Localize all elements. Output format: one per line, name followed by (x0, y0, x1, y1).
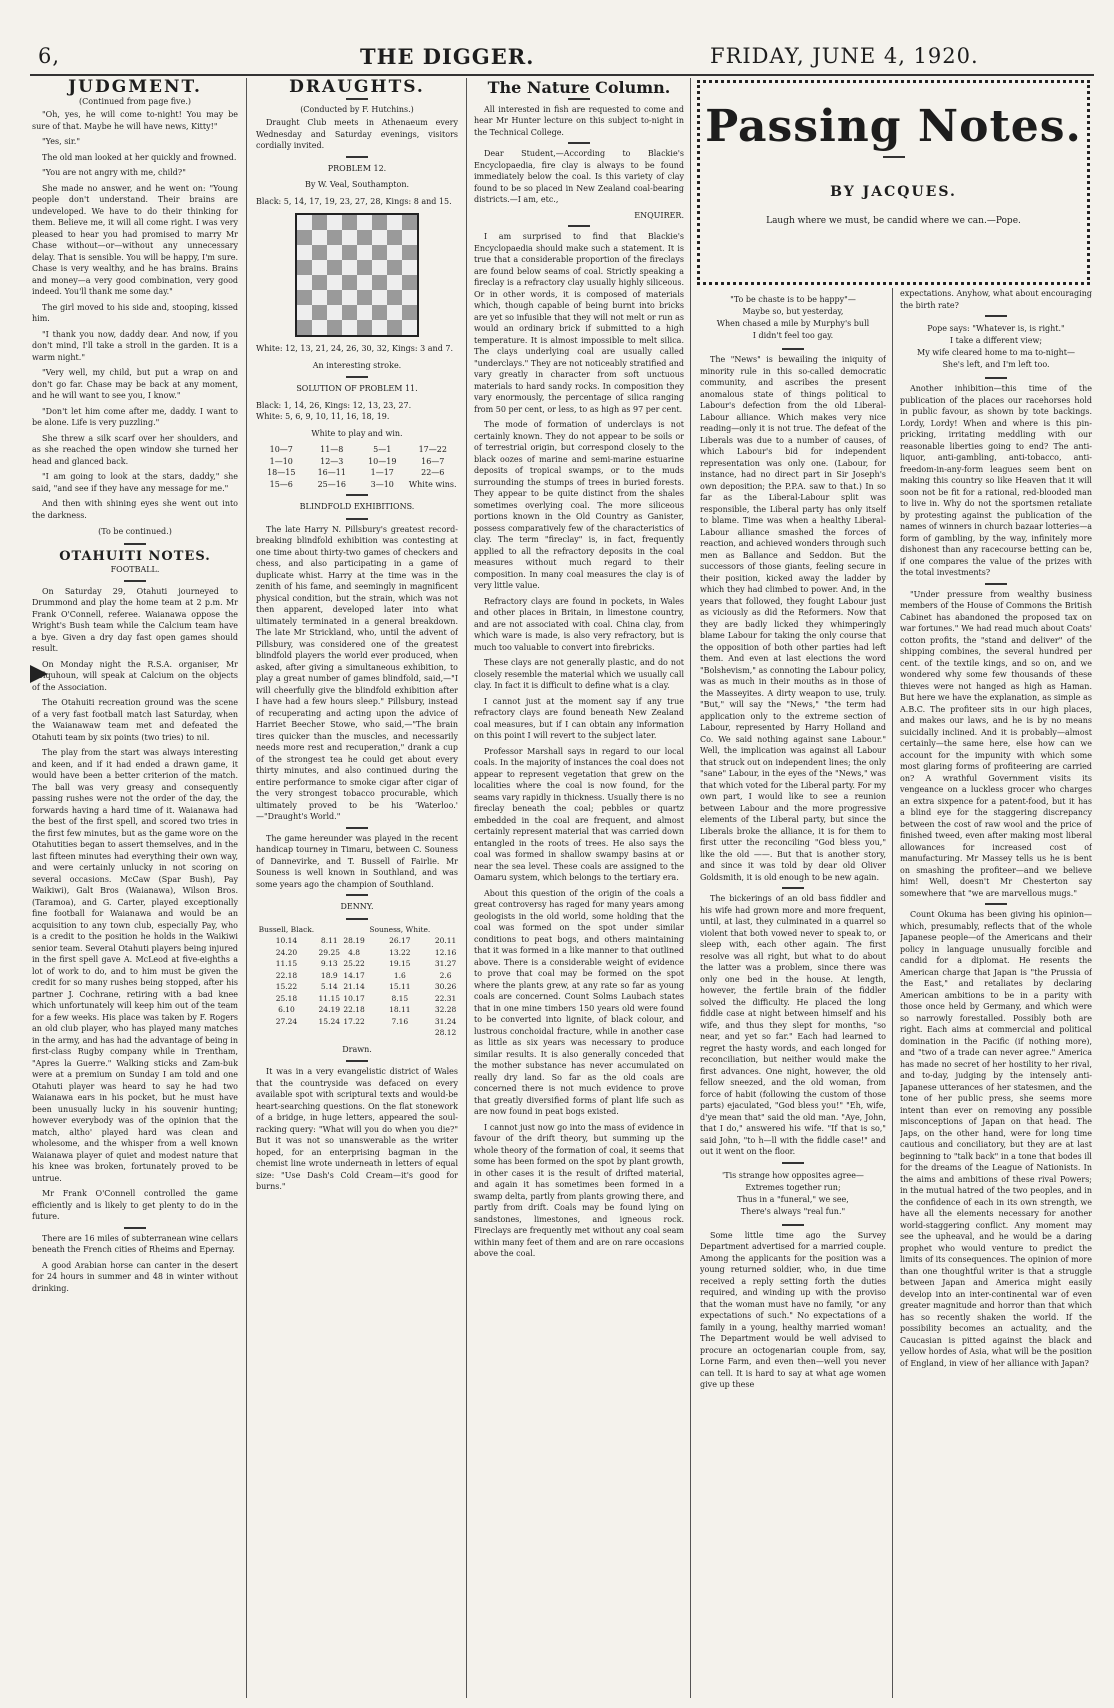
game-intro: The game hereunder was played in the recent handicap tourney in Timaru, between C. Souness of Dannevirke, and T. Bussell of Fairlie. Mr Souness is well known in Southland, and was some years ago the champion of Southland. (256, 833, 458, 889)
divider (346, 918, 368, 920)
pointer-ornament (30, 665, 48, 683)
notes-para: The bickerings of an old bass fiddler and his wife had grown more and more frequent, until, at last, they culminated in a quarrel so violent that both vowed never to speak to, or sleep with, each other again. The first resolve was all right, but what to do about the latter was a problem, since there was only one bed in the house. At length, however, the fertile brain of the fiddler solved the difficulty. He placed the long fiddle case at night between himself and his wife, and thus they slept for months, "so near, and yet so far." Each had learned to regret the hasty words, and each longed for reconciliation, but neither would make the first advances. One night, however, the old fellow sneezed, and the old woman, from force of habit (following the custom of those parts) ejaculated, "God bless you!" "Eh, wife, d'ye mean that" said the old man. "Aye, John, that I do," answered his wife. "If that is so," said John, "to h—ll with the fiddle case!" and out it went on the floor. (700, 894, 886, 1156)
divider (568, 142, 590, 144)
divider (346, 894, 368, 896)
divider (346, 494, 368, 496)
judgment-heading: JUDGMENT. (68, 78, 202, 97)
column-nature (474, 78, 684, 1698)
divider (346, 518, 368, 520)
notes-para: The "News" is bewailing the iniquity of minority rule in this so-called democratic community, and ascribes the present anomalous state of things political to Labour's defection from the old Liberal-Labour alliance. Which makes very nice reading—only it is not true. The defeat of the Liberals was due to a number of causes, of which Labour's bid for independent representation was only one. (Labour, for instance, had no direct part in Sir Joseph's own deposition; the P.P.A. saw to that.) In so far as the Liberal-Labour split was responsible, the Liberal party has only itself to blame. Time was when a healthy Liberal-Labour alliance smashed the forces of reaction, and achieved wonders through such men as Ballance and Seddon. But the successors of those giants, feeling secure in their position, kicked away the ladder by which they had climbed to power. And, in the years that followed, they fought Labour just as viciously as did the Reformers. Now that they are badly licked they whimperingly blame Labour for taking the only course that the opposition of both other parties had left them. And even at last elections the word "Bolshevism," as connoting the Labour policy, was as much in their mouths as in those of the Masseyites. A dirty weapon to use, truly. "But," will say the "News," "the term had application only to the extreme section of Labour, represented by Harry Holland and Co. We said nothing against sane Labour." Well, the implication was against all Labour that struck out on independent lines; the only "sane" Labour, in the eyes of the "News," was that which voted for the Liberal party. For my own part, I would like to see a reunion between Labour and the more progressive elements of the Liberal party, but since the Liberals broke the alliance, it is for them to first utter the reconciling "God bless you," like the old ——. But that is another story, and since it was told by dear old Oliver Goldsmith, it is old enough to be new again. (700, 355, 886, 882)
issue-date: FRIDAY, JUNE 4, 1920. (710, 44, 979, 68)
otahuiti-heading: OTAHUITI NOTES. (59, 548, 211, 564)
game-table: Bussell, Black. Souness, White. 10.14 8.11 28.19 26.17 20.11 24.20 29.25 4.8 13.22 12.16 11.15 9.13 25.22 19.15 31.27 22.18 18.9 14.17 1.6 2.6 15.22 5.14 21.14 15.11 30.26 25.18 11.15 10.17 8.15 22.31 6.10 24.19 22.18 18.11 32.28 27.24 15.24 17.22 7.16 31.24 28.12 (258, 924, 457, 1037)
notes-para: On Monday night the R.S.A. organiser, Mr Colquhoun, will speak at Calcium on the objects of the Association. (32, 659, 238, 692)
notes-para: The play from the start was always interesting and keen, and if it had ended a drawn game, it would have been a better criterion of the match. The ball was very greasy and consequently passing rushes were not the order of the day, the forwards having a hard time of it. Waianawa had the best of the first spell, and scored two tries in the first few minutes, but as the game wore on the Otahutities began to assert themselves, and in the last fifteen minutes had everything their own way, and were certainly unlucky in not scoring on several occasions. McCaw (Spar Bush), Pay Waikiwi), Galt Bros (Waianawa), Wilson Bros. (Taramoa), and G. Carter, played exceptionally fine football for Waianawa and would be an acquisition to any town club, especially Pay, who is a credit to the position he holds in the Waikiwi senior team. Several Otahuti players being injured in the first spell gave A. McLeod at five-eighths a lot of work to do, and to him must be given the credit for so many rushes being stopped, after his partner J. Cochrane, retiring with a bad knee which unfortunately will keep him out of the team for a few weeks. His place was taken by F. Rogers an old club player, who has played many matches in the army, and has had the advantage of being in first-class Rugby company while in Trentham, "Apres la Guerre." Walking sticks and Zam-buk were at a premium on Sunday I am told and one Otahuti player was heard to say he had two Waianawa ears in his pocket, but he must have been unusually lucky in his souvenir hunting; however everybody was of the opinion that the match, altho' played hard was clean and wholesome, and the whisper from a well known Waianawa player of quiet and modest nature that his knee was broken, fortunately proved to be untrue. (32, 748, 238, 1183)
passing-notes-title: Passing Notes. (705, 101, 1082, 152)
nature-para: Dear Student,—According to Blackie's Encyclopaedia, fire clay is always to be found immediately below the coal. Is this variety of clay found to be so placed in New Zealand coal-bearing districts.—I am, etc., (474, 149, 684, 204)
byline: BY JACQUES. (830, 184, 957, 200)
motto: Laugh where we must, be candid where we can.—Pope. (766, 216, 1021, 226)
column-passing-notes-2 (900, 288, 1092, 1698)
column-rule (892, 288, 893, 1698)
story-para: "You are not angry with me, child?" (42, 168, 186, 177)
story-para: "Oh, yes, he will come to-night! You may be sure of that. Maybe he will have news, Kitty!" (32, 110, 238, 131)
nature-para: The mode of formation of underclays is not certainly known. They do not appear to be soils or of terrestrial origin, but correspond closely to the black oozes of marine and semi-marine estuarine deposits of tropical swamps, or to the muds surrounding the stumps of trees in buried forests. They appear to be quite distinct from the shales sometimes overlying coal. The more siliceous portions known in the Old Country as Ganister, possess comparatively few of the characteristics of clay. The term "fireclay" is, in fact, frequently applied to all the refractory deposits in the coal measures without much regard to their composition. In many coal measures the clay is of very little value. (474, 420, 684, 590)
verse-pope: Pope says: "Whatever is, is right." I take a different view; My wife cleared home to ma to-night— She's left, and I'm left too. (917, 324, 1075, 369)
divider (124, 1227, 146, 1229)
story-para: She made no answer, and he went on: "Young people don't understand. Their brains are undeveloped. We have to do their thinking for them. Believe me, it will all come right. I was very pleased to hear you had promised to marry Mr Chase without—or—without any unnecessary delay. That is sensible. You will be happy, I'm sure. Chase is very wealthy, and he has brains. Brains and money—a very good combination, very good indeed. You'll thank me some day." (32, 183, 238, 296)
divider (782, 348, 804, 350)
divider (782, 1162, 804, 1164)
divider (124, 580, 146, 582)
story-para: "I thank you now, daddy dear. And now, if you don't mind, I'll take a stroll in the garden. It is a warm night." (32, 329, 238, 362)
divider (985, 583, 1007, 585)
passing-notes-banner (697, 80, 1090, 285)
divider (985, 377, 1007, 379)
column-rule (466, 78, 467, 1698)
story-para: And then with shining eyes she went out into the darkness. (32, 499, 238, 520)
story-para: The old man looked at her quickly and frowned. (42, 152, 237, 162)
divider (883, 156, 905, 158)
notes-para: Mr Frank O'Connell controlled the game efficiently and is likely to get plenty to do in the future. (32, 1189, 238, 1221)
verse-chaste: "To be chaste is to be happy"— Maybe so, but yesterday, When chased a mile by Murphy's bull I didn't feel too gay. (716, 295, 870, 340)
story-para: "Don't let him come after me, daddy. I want to be alone. Life is very puzzling." (32, 406, 238, 427)
column-judgment (32, 78, 238, 1698)
denny-title: DENNY. (340, 902, 374, 911)
blindfold-text: The late Harry N. Pillsbury's greatest record-breaking blindfold exhibition was contesting at one time about thirty-two games of checkers and chess, and also participating in a game of duplicate whist. Harry at the time was in the zenith of his fame, and seemingly in magnificent physical condition, but the strain, which was not then apparent, developed later into what ultimately terminated in a general breakdown. The late Mr Strickland, who, until the advent of Pillsbury, was considered one of the greatest blindfold players the world ever produced, when asked, after giving a simultaneous exhibition, to play a great number of games blindfold, said,—"I will cheerfully give the blindfold exhibition after I have had a few hours sleep." Pillsbury, instead of recuperating and acting upon the advice of Harriet Beecher Stowe, who said,—"The brain tires quicker than the muscles, and necessarily needs more rest and recuperation," drank a cup of the strongest tea he could get about every thirty minutes, and also continued during the entire performance to smoke cigar after cigar of the very strongest tobacco procurable, which ultimately proved to be his 'Waterloo.' —"Draught's World." (256, 524, 458, 821)
page-number: 6, (38, 44, 61, 68)
to-be-continued: (To be continued.) (98, 527, 172, 536)
nature-para: I cannot just now go into the mass of evidence in favour of the drift theory, but summing up the whole theory of the formation of coal, it seems that some has been formed on the spot by plant growth, in other cases it is the result of drifted material, and again it has sometimes been formed in a swamp delta, partly from plants growing there, and partly from drift. Coals may be found lying on sandstones, limestones, and igneous rock. Fireclays are frequently met without any coal seam within many feet of them and are on rare occasions above the coal. (474, 1122, 684, 1258)
problem-title: PROBLEM 12. (327, 163, 387, 173)
column-rule (690, 78, 691, 1698)
filler-para: There are 16 miles of subterranean wine cellars beneath the French cities of Rheims and Epernay. (32, 1233, 238, 1254)
story-para: The girl moved to his side and, stooping, kissed him. (32, 302, 238, 323)
divider (782, 1224, 804, 1226)
continued-note: (Continued from page five.) (79, 96, 191, 106)
divider (782, 887, 804, 889)
wales-anecdote: It was in a very evangelistic district of Wales that the countryside was defaced on every available spot with scriptural texts and would-be heart-searching questions. On the flat stonework of a bridge, in huge letters, appeared the soul-racking query: "What will you do when you die?" But it was not so unanswerable as the writer hoped, for an enterprising bagman in the chemist line wrote underneath in letters of equal size: "Use Dash's Cold Cream—it's good for burns." (256, 1067, 458, 1191)
filler-para: A good Arabian horse can canter in the desert for 24 hours in summer and 48 in winter without drinking. (32, 1260, 238, 1293)
solution-moves: 10—7 11—8 5—1 17—22 1—10 12—3 10—19 16—7 18—15 16—11 1—17 22—6 15—6 25—16 3—10 White wins. (267, 445, 457, 489)
black-pieces: Black: 5, 14, 17, 19, 23, 27, 28, Kings: 8 and 15. (256, 196, 452, 206)
story-para: "Yes, sir." (42, 137, 81, 146)
nature-para: About this question of the origin of the coals a great controversy has raged for many years among geologists in the old world, some holding that the coal was formed on the spot under similar conditions to peat bogs, and others maintaining that it was formed in a like manner to that outlined above. There is a considerable weight of evidence to prove that coal may be formed on the spot where the plants grew, at any rate so far as young coals are concerned. Count Solms Laubach states that in one mine timbers 150 years old were found to be converted into lignite, of black colour, and lustrous conchoidal fracture, while in another case as little as six years was necessary to produce similar results. It is also generally conceded that the mother substance has never accumulated on really dry land. So far as the old coals are concerned there is not much evidence to prove that greatly diversified forms of plant life such as are now found in peat bogs existed. (474, 888, 684, 1116)
story-para: "I am going to look at the stars, daddy," she said, "and see if they have any message for me." (32, 472, 238, 493)
column-rule (246, 78, 247, 1698)
club-note: Draught Club meets in Athenaeum every Wednesday and Saturday evenings, visitors cordially invited. (256, 118, 458, 150)
problem-author: By W. Veal, Southampton. (304, 180, 410, 189)
notes-para: Another inhibition—this time of the publication of the places our racehorses hold in public favour, as shown by tote backings. Lordy, Lordy! When and where is this pin-pricking, irritating meddling with our reasonable liberties going to end? The anti-liquor, anti-gambling, anti-tobacco, anti-freedom-in-any-form leagues seem bent on making this country so like Heaven that it will soon not be fit for a rational, red-blooded man to live in. Why do not the sportsmen retaliate by protesting against the publication of the names of winners in church bazaar lotteries—a form of gambling, by the way, infinitely more dishonest than any racecourse betting can be, if one compares the value of the prizes with the total investments? (900, 384, 1092, 577)
football-subheading: FOOTBALL. (110, 565, 160, 574)
draughts-board (295, 213, 419, 337)
divider (346, 827, 368, 829)
notes-para: Count Okuma has been giving his opinion—which, presumably, reflects that of the whole Japanese people—of the Americans and their policy in language unusually forcible and candid for a diplomat. He resents the American charge that Japan is "the Prussia of the East," and retaliates by declaring American ambitions to be in a parity with those once held by Germany, and which were so narrowly forestalled. Possibly both are right. Each aims at commercial and political domination in the Pacific (if nothing more), and "two of a trade can never agree." America has made no secret of her hostility to her rival, and to-day, judging by the intensely anti-Japanese utterances of her statesmen, and the tone of her public press, she seems more intent than ever on removing any possible misconceptions of Japan on that head. The Japs, on the other hand, were for long time cautious and conciliatory, but they are at last beginning to "talk back" in a tone that bodes ill for the dreams of the League of Nationists. In the aims and ambitions of these rival Powers; in the mutual hatred of the two peoples, and in the confidence of each in its own strength, we have all the elements necessary for another world-staggering conflict. Any moment may see the upheaval, and he would be a daring prophet who would venture to predict the limits of its consequences. The opinion of more than one thoughtful writer is that a struggle between Japan and America might easily develop into an inter-continental war of even greater magnitude and horror than that which has so recently shaken the world. If the possibility becomes an actuality, and the Caucasian is pitted against the black and yellow hordes of Asia, what will be the position of England, in view of her alliance with Japan? (900, 910, 1092, 1368)
divider (124, 543, 146, 545)
nature-para: I am surprised to find that Blackie's Encyclopaedia should make such a statement. It is true that a considerable proportion of the fireclays are found below seams of coal. Strictly speaking a fireclay is a refractory clay usually highly siliceous. Or in other words, it is composed of materials which, though capable of being burnt into bricks are yet so infusible that they will not melt or run as would an ordinary brick if submitted to a high temperature. It is almost impossible to melt silica. The clays underlying coal are usually called "underclays." They are not noticeably stratified and vary greatly in character from soft unctuous materials to hard sandy rocks. In composition they vary enormously, the percentage of silica ranging from 50 per cent, or less, to as high as 97 per cent. (474, 232, 684, 414)
drawn-result: Drawn. (342, 1044, 372, 1054)
column-draughts (256, 78, 458, 1698)
divider (346, 98, 368, 100)
divider (985, 315, 1007, 317)
white-to-play: White to play and win. (311, 428, 403, 438)
nature-para: Professor Marshall says in regard to our local coals. In the majority of instances the coal does not appear to represent vegetation that grew on the localities where the coal is now found, for the seams vary rapidly in thickness. Usually there is no fireclay beneath the coal; pebbles or quartz embedded in the coal are frequent, and almost certainly represent material that was carried down entangled in the roots of trees. He also says the coal was formed in shallow swampy basins at or near the sea level. These coals are assigned to the Oamaru system, which belongs to the tertiary era. (474, 746, 684, 882)
blindfold-heading: BLINDFOLD EXHIBITIONS. (299, 502, 415, 511)
notes-para: The Otahuiti recreation ground was the scene of a very fast football match last Saturday, when the Waianawaw team met and defeated the Otahuti team by six points (two tries) to nil. (32, 698, 238, 742)
story-para: "Very well, my child, but put a wrap on and don't go far. Chase may be back at any moment, and he will want to see you, I know." (32, 368, 238, 400)
notes-para: expectations. Anyhow, what about encouraging the birth rate? (900, 289, 1092, 310)
solution-title: SOLUTION OF PROBLEM 11. (296, 384, 418, 393)
divider (985, 903, 1007, 905)
signature: ENQUIRER. (634, 210, 684, 220)
column-passing-notes-1 (700, 288, 886, 1698)
solution-black: Black: 1, 14, 26, Kings: 12, 13, 23, 27. (256, 400, 412, 410)
notes-para: On Saturday 29, Otahuti journeyed to Drummond and play the home team at 2 p.m. Mr Frank O'Connell, referee. Waianawa oppose the Wright's Bush team while the Calcium team have a bye. Given a dry day fast open games should result. (32, 586, 238, 653)
divider (346, 376, 368, 378)
interesting-stroke: An interesting stroke. (312, 360, 402, 370)
solution-white: White: 5, 6, 9, 10, 11, 16, 18, 19. (256, 412, 390, 421)
white-pieces: White: 12, 13, 21, 24, 26, 30, 32, Kings: 3 and 7. (256, 344, 453, 353)
newspaper-title: THE DIGGER. (360, 44, 535, 69)
divider (346, 1060, 368, 1062)
verse-opposites: 'Tis strange how opposites agree— Extremes together run; Thus in a "funeral," we see, There's always "real fun." (722, 1170, 864, 1216)
nature-para: I cannot just at the moment say if any true refractory clays are found beneath New Zealand coal measures, but if I can obtain any information on this point I will revert to the subject later. (474, 696, 684, 740)
divider (568, 98, 590, 100)
nature-para: These clays are not generally plastic, and do not closely resemble the material which we usually call clay. In fact it is difficult to define what is a clay. (474, 658, 684, 690)
nature-heading: The Nature Column. (487, 78, 671, 97)
divider (568, 225, 590, 227)
nature-para: Refractory clays are found in pockets, in Wales and other places in Britain, in limestone country, and are not associated with coal. China clay, from which ware is made, is also very refractory, but is much too valuable to convert into firebricks. (474, 596, 684, 652)
masthead (30, 42, 1094, 76)
notes-para: "Under pressure from wealthy business members of the House of Commons the British Cabinet has abandoned the proposed tax on war fortunes." We had read much about Coats' cotton profits, the "stand and deliver" of the shipping combines, the several hundred per cent. of the textile kings, and so on, and we wondered why some few thousands of these thieves were not hanged as high as Haman. But here we have the explanation, as simple as A.B.C. The profiteer sits in our high places, and makes our laws, and he is by no means suicidally inclined. And it is probably—almost certainly—the same here, else how can we account for the impunity with which some most glaring forms of profiteering are carried on? A wrathful Government visits its vengeance on a luckless grocer who charges an extra sixpence for a patent-food, but it has a blind eye for the staggering discrepancy between the cost of raw wool and the price of finished tweed, even after making most liberal allowances for increased cost of manufacturing. Mr Massey tells us he is bent on smashing the profiteer—and we believe him! Well, doesn't Mr Chesterton say somewhere that "we are marvellous mugs." (900, 589, 1092, 898)
notes-para: Some little time ago the Survey Department advertised for a married couple. Among the applicants for the position was a young returned soldier, who, in due time received a reply setting forth the duties required, and winding up with the proviso that the woman must have no family, "or any expectations of such." No expectations of a family in a young, healthy married woman! The Department would be well advised to procure an octogenarian couple from, say, Lorne Farm, and even then—well you never can tell. It is hard to say at what age women give up these (700, 1230, 886, 1389)
draughts-heading: DRAUGHTS. (289, 78, 425, 97)
divider (346, 156, 368, 158)
conducted-by: (Conducted by F. Hutchins.) (300, 104, 414, 114)
nature-para: All interested in fish are requested to come and hear Mr Hunter lecture on this subject to-night in the Technical College. (474, 104, 684, 137)
story-para: She threw a silk scarf over her shoulders, and as she reached the open window she turned her head and glanced back. (32, 433, 238, 466)
